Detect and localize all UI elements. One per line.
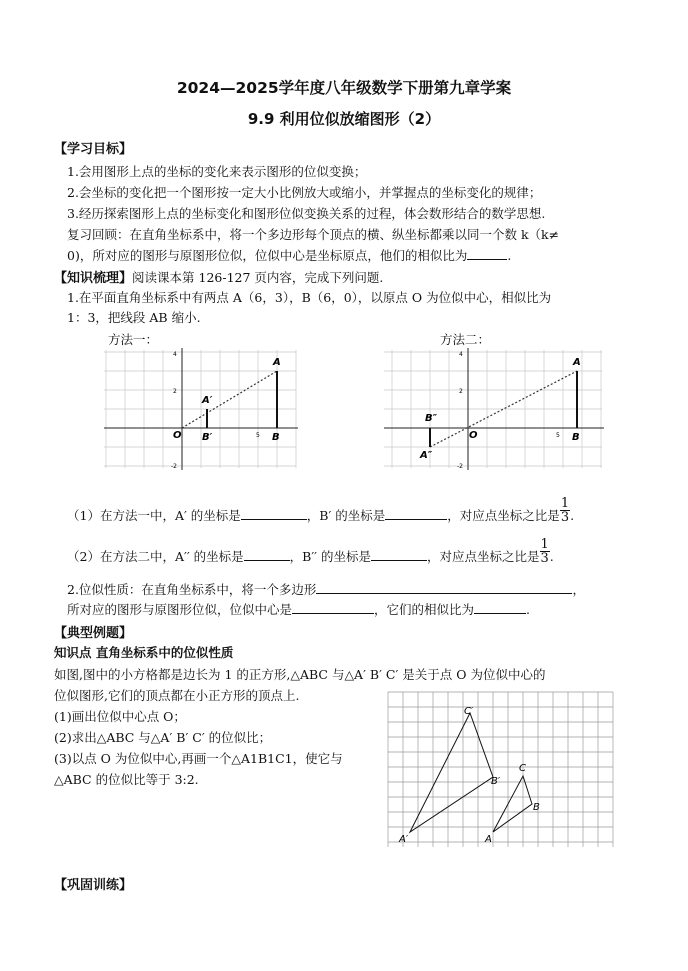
coordinate-graph-method1 <box>100 346 300 472</box>
tick-label: 4 <box>459 351 463 358</box>
property-line-1: 2.位似性质：在直角坐标系中，将一个多边形 ， <box>67 582 585 597</box>
goal-item-3: 3.经历探索图形上点的坐标变化和图形位似变换关系的过程，体会数形结合的数学思想. <box>67 206 546 221</box>
dotted-line-OA <box>182 371 277 428</box>
example-text-line-2: 位似图形,它们的顶点都在小正方形的顶点上. <box>54 688 300 703</box>
label-Bp: B′ <box>491 776 501 787</box>
knowledge-heading-line <box>54 267 383 286</box>
examples-heading: 【典型例题】 <box>54 626 133 641</box>
goal-item-2: 2.会坐标的变化把一个图形按一定大小比例放大或缩小，并掌握点的坐标变化的规律； <box>67 185 542 200</box>
point-Bpp-label: B″ <box>425 413 438 424</box>
example-grid-figure <box>384 690 624 856</box>
example-text-line-1: 如图,图中的小方格都是边长为 1 的正方形,△ABC 与△A′ B′ C′ 是关于点 O 为位似中心的 <box>54 667 546 682</box>
goals-heading: 【学习目标】 <box>54 142 133 157</box>
triangle-ApBpCp <box>410 713 493 832</box>
label-C: C <box>519 763 526 774</box>
example-step-2: (2)求出△ABC 与△A′ B′ C′ 的位似比； <box>54 730 272 745</box>
label-A: A <box>485 834 492 845</box>
label-Cp: C′ <box>464 706 474 717</box>
tick-label: -2 <box>457 463 463 470</box>
origin-label: O <box>469 430 478 441</box>
subquestion-2: （2）在方法二中，A′′ 的坐标是 ，B′′ 的坐标是 ，对应点坐标之比是 $\frac{1}{3}$ . <box>67 537 554 566</box>
example-step-1: (1)画出位似中心点 O； <box>54 709 186 724</box>
label-B: B <box>533 802 540 813</box>
tick-label: -2 <box>171 463 177 470</box>
review-line-1: 复习回顾：在直角坐标系中，将一个多边形每个顶点的横、纵坐标都乘以同一个数 k（k≠ <box>67 227 560 242</box>
point-Bp-label: B′ <box>202 432 213 443</box>
tick-label: 5 <box>556 432 560 439</box>
review-line-2: 0)，所对应的图形与原图形位似，位似中心是坐标原点，他们的相似比为 . <box>67 248 512 263</box>
tick-label: 2 <box>459 388 463 395</box>
knowledge-intro: 阅读课本第 126-127 页内容，完成下列问题. <box>132 270 384 285</box>
coordinate-graph-method2 <box>380 346 606 472</box>
page-title: 2024—2025学年度八年级数学下册第九章学案 <box>176 79 512 97</box>
example-step-3b: △ABC 的位似比等于 3:2. <box>54 772 199 787</box>
question1-line2: 1：3，把线段 AB 缩小. <box>67 310 201 325</box>
knowledge-heading: 【知识梳理】 <box>54 271 133 286</box>
question1-line1: 1.在平面直角坐标系中有两点 A（6，3），B（6，0），以原点 O 为位似中心，相似比为 <box>67 290 552 305</box>
point-B-label: B <box>272 432 280 443</box>
tick-label: 4 <box>173 351 177 358</box>
point-A-label: A <box>573 357 581 368</box>
method2-label: 方法二： <box>440 332 491 347</box>
goal-item-1: 1.会用图形上点的坐标的变化来表示图形的位似变换； <box>67 164 367 179</box>
origin-label: O <box>173 430 182 441</box>
point-A-label: A <box>273 357 281 368</box>
tick-label: 2 <box>173 388 177 395</box>
label-Ap: A′ <box>399 834 409 845</box>
method1-label: 方法一： <box>108 332 159 347</box>
lesson-subtitle: 9.9 利用位似放缩图形（2） <box>247 110 441 128</box>
subquestion-1: （1）在方法一中，A′ 的坐标是 ，B′ 的坐标是 ，对应点坐标之比是 $\frac{1}{3}$ . <box>67 496 575 525</box>
practice-heading: 【巩固训练】 <box>54 878 133 893</box>
example-step-3a: (3)以点 O 为位似中心,再画一个△A1B1C1，使它与 <box>54 751 343 766</box>
tick-label: 5 <box>256 432 260 439</box>
point-Ap-label: A′ <box>202 395 213 406</box>
point-App-label: A″ <box>420 450 433 461</box>
property-line-2: 所对应的图形与原图形位似，位似中心是 ，它们的相似比为 . <box>67 602 531 617</box>
example-topic: 知识点 直角坐标系中的位似性质 <box>54 645 234 660</box>
point-B-label: B <box>572 432 580 443</box>
